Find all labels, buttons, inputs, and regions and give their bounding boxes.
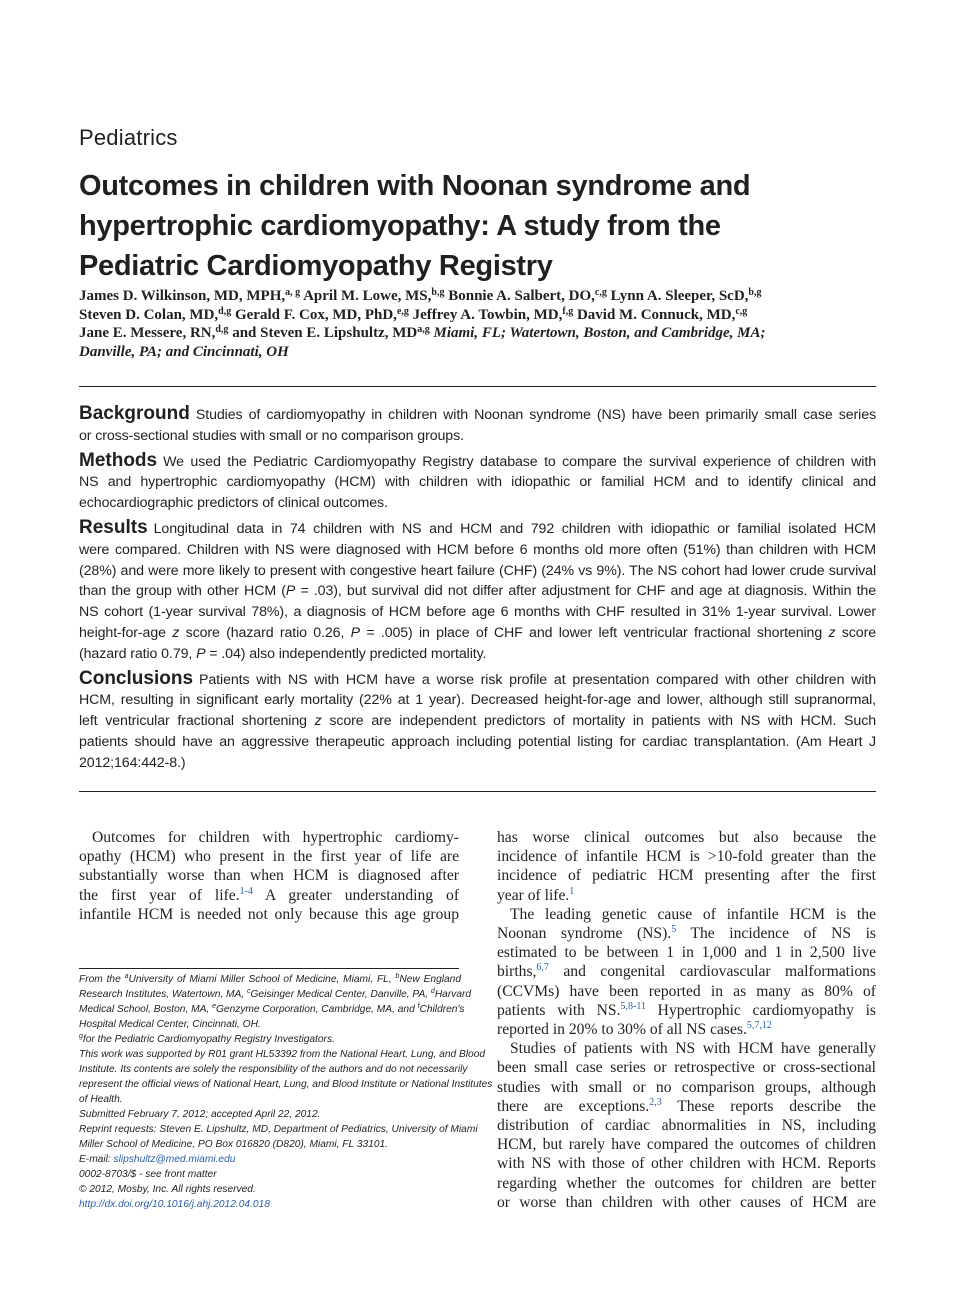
abstract-line: or cross-sectional studies with small or no comparison groups. [79,427,464,444]
abstract-text: = .04) also independently predicted mortality. [205,645,487,662]
abstract-line [79,623,876,644]
body-text: A greater understanding of [252,886,460,904]
body-text: births, [497,963,537,981]
footnote-line [79,1032,461,1047]
body-line: Studies of patients with NS with HCM have generally [510,1040,876,1058]
author-name: April M. Lowe, MS, [303,288,432,304]
footnote-text: From the [79,974,125,985]
author-affiliation-marker: c,g [735,305,748,317]
author-name: Bonnie A. Salbert, DO, [448,288,595,304]
body-line [497,886,876,905]
footnote-text: New England [399,974,461,985]
body-line [497,1020,876,1039]
abstract-text: height-for-age [79,624,173,641]
body-line: Outcomes for children with hypertrophic cardiomy- [92,829,459,846]
abstract-italic: z [314,713,322,730]
abstract-text: score [835,624,876,641]
footnotes [79,972,493,1212]
body-line: HCM, but rarely have compared the outcomes of children [497,1136,876,1154]
body-text: there are exceptions. [497,1097,650,1115]
body-line [497,1097,876,1116]
abstract-results [79,518,876,665]
footnote-line [79,987,472,1002]
title-line: hypertrophic cardiomyopathy: A study from the [79,210,721,242]
abstract-text: We used the Pediatric Cardiomyopathy Registry database to compare the survival experience of children with [163,453,876,470]
abstract-text: (hazard ratio 0.79, [79,645,197,662]
body-text: Hypertrophic cardiomyopathy is [645,1001,876,1019]
abstract-line: 2012;164:442-8.) [79,754,186,771]
body-line: or worse than children with other causes of HCM are [497,1193,876,1211]
author-name: David M. Connuck, MD, [576,306,736,323]
footnote-divider [79,968,459,969]
body-line [497,924,876,943]
body-line: has worse clinical outcomes but also because the [497,829,876,846]
footnote-text: University of Miami Miller School of Medicine, Miami, FL, [128,974,396,985]
citation-link[interactable]: 5,8-11 [620,1000,646,1012]
footnote-line: Miller School of Medicine, PO Box 016820 (D820), Miami, FL 33101. [79,1139,388,1150]
citation-link[interactable]: 5,7,12 [746,1020,772,1032]
abstract-text: than the group with other HCM ( [79,583,286,600]
abstract-heading: Background [79,403,190,424]
footnote-line [79,1152,461,1167]
author-name: Jeffrey A. Towbin, MD, [412,306,563,323]
abstract-text: = .005) in place of CHF and lower left ventricular fractional shortening [360,624,829,641]
footnote-marker: e [212,1003,216,1010]
section-label: Pediatrics [79,125,178,150]
author-name: Steven D. Colan, MD, [79,306,219,323]
abstract-heading: Results [79,516,148,538]
abstract-heading: Methods [79,449,158,471]
abstract-text: Studies of cardiomyopathy in children with Noonan syndrome (NS) have been primarily small case series [195,407,876,423]
abstract-bottom-divider [79,791,876,792]
abstract-line: echocardiographic predictors of clinical outcomes. [79,495,388,512]
body-line [497,962,876,981]
body-line: (CCVMs) have been reported in as many as 80% of [497,982,876,1000]
citation-link[interactable]: 1 [569,885,575,897]
body-line: incidence of pediatric HCM presenting after the first [497,867,876,885]
abstract-line [79,669,876,691]
author-affiliation-marker: d,g [218,305,232,317]
body-line: estimated to be between 1 in 1,000 and 1 in 2,500 live [497,944,876,962]
author-conjunction: and [232,325,257,341]
abstract-line [79,644,876,665]
body-column-left [79,828,459,924]
body-line: incidence of infantile HCM is >10-fold greater than the [497,848,876,866]
title-line: Outcomes in children with Noonan syndrome and [79,170,751,202]
body-line: regarding whether the outcomes for children are better [497,1174,876,1192]
citation-link[interactable]: 5 [671,924,677,936]
footnote-marker: g [79,1033,83,1040]
author-locations: Miami, FL; Watertown, Boston, and Cambridge, MA; [433,325,766,341]
abstract-line [79,711,876,732]
body-column-right [497,828,876,1212]
abstract-text: left ventricular fractional shortening [79,713,315,730]
footnote-text: E-mail: [79,1154,114,1165]
footnote-text: Children's [419,1004,465,1015]
abstract-line: were compared. Children with NS were diagnosed with HCM before 6 months old more often (51%) than children with HCM [79,541,876,558]
abstract-italic: z [828,624,836,641]
footnote-marker: b [395,973,400,980]
body-line: substantially worse than when HCM is diagnosed after [79,867,459,885]
body-text: patients with NS. [497,1001,621,1019]
body-text: the first year of life. [79,886,240,904]
abstract-italic: P [350,624,361,641]
abstract-line [79,451,876,473]
abstract-text: = .03), but survival did not differ after adjustment for CHF and age at diagnosis. Within the [295,583,876,600]
body-line: with NS with those of other children with HCM. Reports [497,1155,876,1173]
abstract-line [79,518,876,540]
citation-link[interactable]: 2,3 [649,1096,662,1108]
author-name: Lynn A. Sleeper, ScD, [610,288,749,304]
footnote-text: Research Institutes, Watertown, MA, [79,989,247,1000]
author-name: Steven E. Lipshultz, MD [260,325,418,341]
footnote-line: 0002-8703/$ - see front matter [79,1169,217,1180]
abstract-italic: P [196,645,206,662]
abstract-line: NS cohort (1-year survival 78%), a diagnosis of HCM before age 6 months with CHF resulted in 31% 1-year survival. Lower [79,604,876,621]
footnote-line: © 2012, Mosby, Inc. All rights reserved. [79,1184,256,1195]
footnote-line: Reprint requests: Steven E. Lipshultz, MD, Department of Pediatrics, University of Miami [79,1124,478,1135]
top-divider [79,386,876,387]
body-line [497,1001,876,1020]
footnote-marker: a [124,973,129,980]
abstract-text: Patients with NS with HCM have a worse risk profile at presentation compared with other children with [199,671,876,688]
author-affiliation-marker: a, g [285,287,301,298]
citation-link[interactable]: 1-4 [239,885,253,897]
body-line: The leading genetic cause of infantile HCM is the [510,905,876,923]
footnote-line [79,1002,465,1017]
body-text: and congenital cardiovascular malformations [548,963,876,981]
footnote-line [79,972,461,987]
body-text: Noonan syndrome (NS). [497,925,672,943]
body-line [79,886,459,905]
abstract-line [79,404,876,426]
body-line: studies with small or no comparison groups, although [497,1078,876,1096]
author-line [79,324,879,343]
abstract-line: NS and hypertrophic cardiomyopathy (HCM) with children with idiopathic or familial HCM and to identify clinical and [79,474,876,491]
author-name: James D. Wilkinson, MD, MPH, [79,288,286,304]
footnote-line: Hospital Medical Center, Cincinnati, OH. [79,1019,261,1030]
footnote-line: This work was supported by R01 grant HL53392 from the National Heart, Lung, and Blood [79,1049,486,1060]
author-affiliation-marker: c,g [594,287,607,298]
body-line: infantile HCM is needed not only because this age group [79,905,459,923]
author-line [79,287,879,306]
abstract-italic: P [285,583,296,600]
abstract-background [79,404,876,447]
citation-link[interactable]: 6,7 [536,962,549,974]
abstract-methods [79,451,876,514]
footnote-text: Genzyme Corporation, Cambridge, MA, and [215,1004,418,1015]
author-list [79,287,879,361]
body-text: The incidence of NS is [676,925,876,943]
author-affiliation-marker: e,g [396,305,409,317]
abstract-line: HCM, resulting in significant early mortality (22% at 1 year). Decreased height-for-age and lower, although still supranormal, [79,692,876,709]
article-title [79,166,859,286]
body-line: been small case series or retrospective or cross-sectional [497,1059,876,1077]
body-text: These reports describe the [661,1097,876,1115]
author-affiliation-marker: d,g [215,324,229,335]
footnote-line: Submitted February 7, 2012; accepted April 22, 2012. [79,1109,321,1120]
author-affiliation-marker: f,g [562,305,574,317]
body-line: opathy (HCM) who present in the first year of life are [79,848,459,866]
abstract-line: (28%) and were more likely to present with congestive heart failure (CHF) (24% vs 9%). The NS cohort had lower crude survival [79,562,876,579]
author-line [79,306,879,325]
footnote-line: of Health. [79,1094,123,1105]
footnote-line: represent the official views of National Heart, Lung, and Blood Institute or National Institutes [79,1079,493,1090]
footnote-marker: f [417,1003,420,1010]
title-line: Pediatric Cardiomyopathy Registry [79,250,553,282]
abstract-italic: z [172,624,180,641]
abstract-line: patients should have an aggressive therapeutic approach including potential listing for cardiac transplantation. (Am Heart J [79,733,876,750]
body-line: distribution of cardiac abnormalities in NS, including [497,1117,876,1135]
body-text: reported in 20% to 30% of all NS cases. [497,1021,747,1039]
abstract-text: score are independent predictors of mortality in patients with NS with HCM. Such [321,713,876,730]
author-affiliation-marker: b,g [431,287,445,298]
footnote-text: Medical School, Boston, MA, [79,1004,213,1015]
doi-link[interactable]: http://dx.doi.org/10.1016/j.ahj.2012.04.018 [79,1199,270,1210]
abstract [79,404,876,778]
footnote-text: for the Pediatric Cardiomyopathy Registry Investigators. [82,1034,335,1045]
author-affiliation-marker: b,g [748,287,762,298]
author-name: Gerald F. Cox, MD, PhD, [234,306,397,323]
body-text: year of life. [497,886,570,904]
abstract-text: Longitudinal data in 74 children with NS and HCM and 792 children with idiopathic or familial isolated HCM [153,520,876,537]
abstract-conclusions [79,669,876,774]
footnote-line: Institute. Its contents are solely the responsibility of the authors and do not necessarily [79,1064,468,1075]
abstract-heading: Conclusions [79,667,194,689]
footnote-marker: d [430,988,435,995]
email-link[interactable]: slipshultz@med.miami.edu [113,1154,236,1165]
footnote-text: Geisinger Medical Center, Danville, PA, [250,989,431,1000]
author-name: Jane E. Messere, RN, [79,325,216,341]
author-locations: Danville, PA; and Cincinnati, OH [79,343,289,360]
footnote-text: Harvard [434,989,472,1000]
footnote-marker: c [246,988,251,995]
author-affiliation-marker: a,g [417,324,430,335]
abstract-text: score (hazard ratio 0.26, [179,624,351,641]
abstract-line [79,581,876,602]
